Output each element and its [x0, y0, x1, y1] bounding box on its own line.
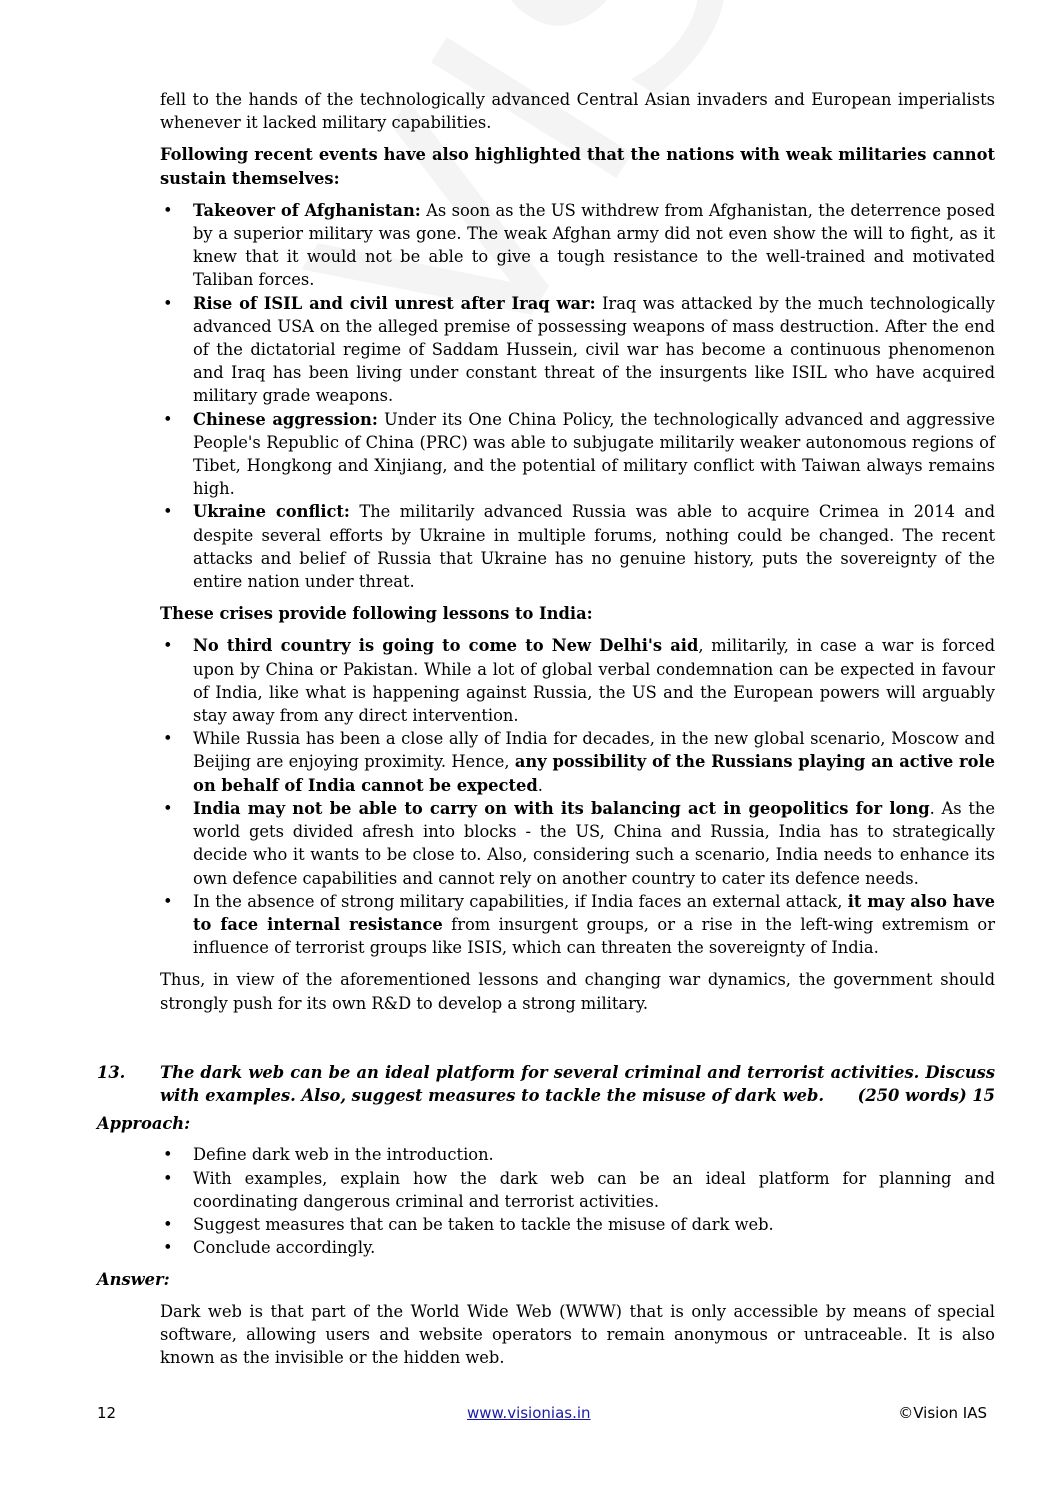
- list-item: [160, 634, 995, 727]
- item-text: In the absence of strong military capabilities, if India faces an external attack,: [193, 891, 848, 911]
- page-number: 12: [97, 1404, 117, 1422]
- copyright-text: ©Vision IAS: [898, 1404, 987, 1422]
- list-item: [160, 727, 995, 797]
- question-marks: (250 words) 15: [857, 1085, 995, 1105]
- website-link[interactable]: www.visionias.in: [467, 1404, 591, 1422]
- list-item: • Conclude accordingly.: [160, 1236, 995, 1259]
- answer-label: Answer:: [97, 1270, 170, 1290]
- item-emphasis: India may not be able to carry on with its balancing act in geopolitics for long: [193, 798, 930, 818]
- list-item: • Suggest measures that can be taken to tackle the misuse of dark web.: [160, 1213, 995, 1236]
- list-item: [160, 890, 995, 960]
- item-heading: Rise of ISIL and civil unrest after Iraq war:: [193, 293, 596, 313]
- item-text: Under its One China Policy, the technologically advanced and aggressive People's Republic of China (PRC) was able to subjugate militarily weaker autonomous regions of Tibet, Hongkong and Xinjiang, and the potential of military conflict with Taiwan always remains high.: [193, 409, 995, 499]
- item-emphasis: any possibility of the Russians playing an active role on behalf of India cannot be expected: [193, 752, 995, 795]
- item-text: from insurgent groups, or a rise in the left-wing extremism or influence of terrorist groups like ISIS, which can threaten the sovereignty of India.: [193, 914, 995, 958]
- page-body: [97, 88, 996, 1369]
- item-heading: Takeover of Afghanistan:: [193, 200, 421, 220]
- list-item: • Define dark web in the introduction.: [160, 1143, 995, 1166]
- page-footer: [97, 1404, 987, 1428]
- question-text: The dark web can be an ideal platform for several criminal and terrorist activities. Discuss with examples. Also, suggest measures to tackle the misuse of dark web.: [160, 1062, 995, 1105]
- item-text: .: [537, 775, 543, 795]
- intro-paragraph: fell to the hands of the technologically advanced Central Asian invaders and European imperialists whenever it lacked military capabilities.: [160, 90, 995, 133]
- conclusion-paragraph: Thus, in view of the aforementioned lessons and changing war dynamics, the government should strongly push for its own R&D to develop a strong military.: [160, 970, 995, 1013]
- list-item: • With examples, explain how the dark web can be an ideal platform for planning and coordinating dangerous criminal and terrorist activities.: [160, 1167, 995, 1213]
- question-number: 13.: [97, 1062, 126, 1082]
- answer-paragraph: Dark web is that part of the World Wide Web (WWW) that is only accessible by means of special software, allowing users and website operators to remain anonymous or untraceable. It is also known as the invisible or the hidden web.: [160, 1301, 995, 1367]
- list-item: [160, 408, 995, 501]
- item-text: . As the world gets divided afresh into blocks - the US, China and Russia, India has to strategically decide who it wants to be close to. Also, considering such a scenario, India needs to enhance its own defence capabilities and cannot rely on another country to cater its defence needs.: [193, 798, 995, 888]
- lessons-heading: These crises provide following lessons to India:: [160, 604, 593, 624]
- item-emphasis: No third country is going to come to New Delhi's aid: [193, 636, 699, 656]
- events-list: [160, 199, 995, 593]
- item-heading: Ukraine conflict:: [193, 502, 350, 522]
- events-heading: Following recent events have also highlighted that the nations with weak militaries cannot sustain themselves:: [160, 145, 995, 188]
- item-text: Iraq was attacked by the much technologically advanced USA on the alleged premise of possessing weapons of mass destruction. After the end of the dictatorial regime of Saddam Hussein, civil war has become a continuous phenomenon and Iraq has been living under constant threat of the insurgents like ISIL who have acquired military grade weapons.: [193, 293, 995, 406]
- list-item: [160, 199, 995, 292]
- item-text: While Russia has been a close ally of India for decades, in the new global scenario, Moscow and Beijing are enjoying proximity. Hence,: [193, 729, 995, 772]
- list-item: [160, 500, 995, 593]
- approach-list: [160, 1143, 995, 1259]
- item-emphasis: it may also have to face internal resistance: [193, 891, 995, 934]
- item-heading: Chinese aggression:: [193, 409, 378, 429]
- item-text: , militarily, in case a war is forced upon by China or Pakistan. While a lot of global verbal condemnation can be expected in favour of India, like what is happening against Russia, the US and the European powers will arguably stay away from any direct intervention.: [193, 636, 996, 726]
- lessons-list: [160, 634, 995, 959]
- item-text: As soon as the US withdrew from Afghanistan, the deterrence posed by a superior military was gone. The weak Afghan army did not even show the will to fight, as it knew that it would not be able to give a tough resistance to the well-trained and motivated Taliban forces.: [193, 200, 995, 290]
- list-item: [160, 797, 995, 890]
- item-text: The militarily advanced Russia was able to acquire Crimea in 2014 and despite several efforts by Ukraine in multiple forums, nothing could be changed. The recent attacks and belief of Russia that Ukraine has no genuine history, puts the sovereignty of the entire nation under threat.: [193, 502, 996, 592]
- list-item: [160, 292, 995, 408]
- approach-label: Approach:: [97, 1114, 191, 1134]
- question-block: [97, 1061, 995, 1107]
